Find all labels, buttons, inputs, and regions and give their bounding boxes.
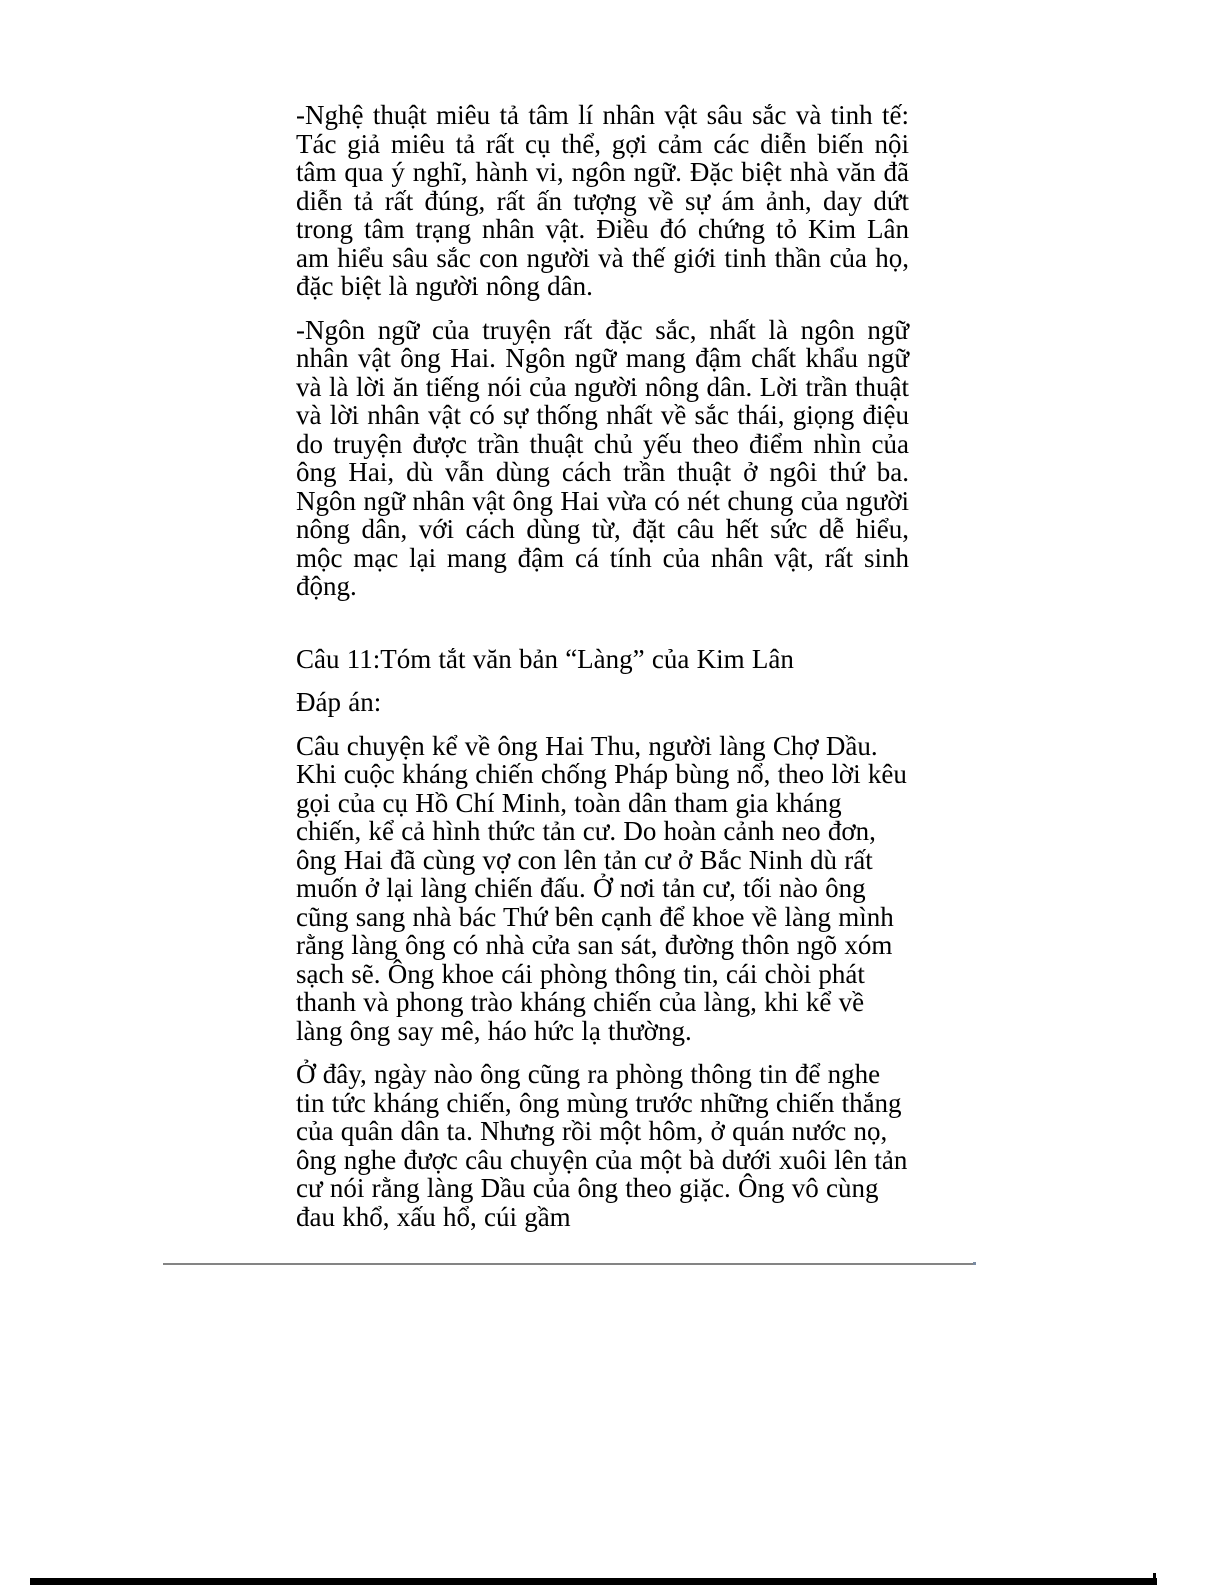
paragraph-art-psychology: -Nghệ thuật miêu tả tâm lí nhân vật sâu sắc và tinh tế: Tác giả miêu tả rất cụ thể, gợi cảm các diễn biến nội tâm qua ý nghĩ, hành vi, ngôn ngữ. Đặc biệt nhà văn đã diễn tả rất đúng, rất ấn tượng về sự ám ảnh, day dứt trong tâm trạng nhân vật. Điều đó chứng tỏ Kim Lân am hiểu sâu sắc con người và thế giới tinh thần của họ, đặc biệt là người nông dân. [296,100,909,301]
paragraph-art-language: -Ngôn ngữ của truyện rất đặc sắc, nhất là ngôn ngữ nhân vật ông Hai. Ngôn ngữ mang đậm chất khẩu ngữ và là lời ăn tiếng nói của người nông dân. Lời trần thuật và lời nhân vật có sự thống nhất về sắc thái, giọng điệu do truyện được trần thuật chủ yếu theo điểm nhìn của ông Hai, dù vẫn dùng cách trần thuật ở ngôi thứ ba. Ngôn ngữ nhân vật ông Hai vừa có nét chung của người nông dân, với cách dùng từ, đặt câu hết sức dễ hiểu, mộc mạc lại mang đậm cá tính của nhân vật, rất sinh động. [296,314,909,601]
paragraph-summary-2: Ở đây, ngày nào ông cũng ra phòng thông tin để nghe tin tức kháng chiến, ông mùng trước những chiến thắng của quân dân ta. Nhưng rồi một hôm, ở quán nước nọ, ông nghe được câu chuyện của một bà dưới xuôi lên tản cư nói rằng làng Dầu của ông theo giặc. Ông vô cùng đau khổ, xấu hổ, cúi gầm [296,1059,908,1232]
question-11-heading: Câu 11:Tóm tắt văn bản “Làng” của Kim Lân [296,643,794,674]
document-text-block [296,101,909,1246]
answer-label: Đáp án: [296,687,382,717]
next-page-top-right-corner [1153,1573,1156,1580]
paragraph-summary-1: Câu chuyện kể về ông Hai Thu, người làng Chợ Dầu. Khi cuộc kháng chiến chống Pháp bùng nổ, theo lời kêu gọi của cụ Hồ Chí Minh, toàn dân tham gia kháng chiến, kể cả hình thức tản cư. Do hoàn cảnh neo đơn, ông Hai đã cùng vợ con lên tản cư ở Bắc Ninh dù rất muốn ở lại làng chiến đấu. Ở nơi tản cư, tối nào ông cũng sang nhà bác Thứ bên cạnh để khoe về làng mình rằng làng ông có nhà cửa san sát, đường thôn ngõ xóm sạch sẽ. Ông khoe cái phòng thông tin, cái chòi phát thanh và phong trào kháng chiến của làng, khi kể về làng ông say mê, háo hức lạ thường. [296,730,907,1046]
divider-end-dot [973,1262,976,1265]
horizontal-divider [163,1263,973,1265]
next-page-top-edge [30,1578,1157,1585]
